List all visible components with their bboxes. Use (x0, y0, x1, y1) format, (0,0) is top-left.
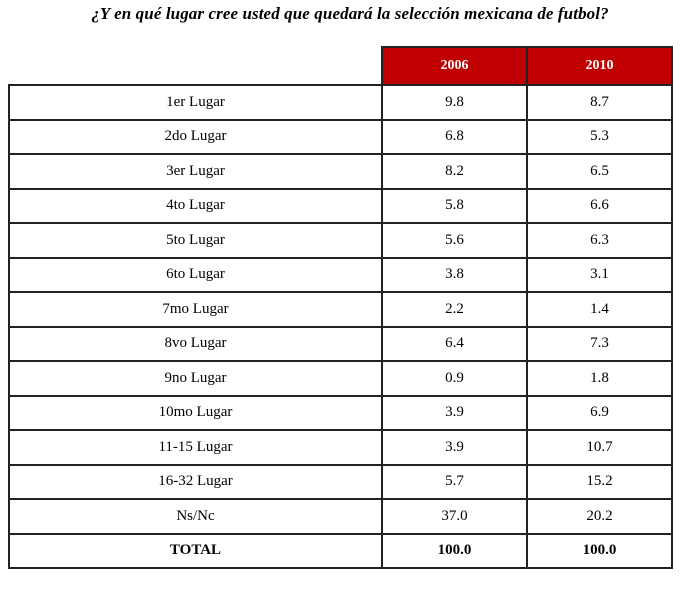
cell-2006: 3.9 (382, 430, 527, 465)
header-corner (9, 47, 382, 85)
cell-2006: 5.7 (382, 465, 527, 500)
table-row (9, 499, 672, 534)
cell-2006: 37.0 (382, 499, 527, 534)
data-table-container (8, 46, 673, 569)
table-row (9, 327, 672, 362)
cell-2006: 0.9 (382, 361, 527, 396)
row-label: 6to Lugar (9, 258, 382, 293)
cell-2010: 3.1 (527, 258, 672, 293)
row-label: 4to Lugar (9, 189, 382, 224)
row-label: 9no Lugar (9, 361, 382, 396)
row-label: 8vo Lugar (9, 327, 382, 362)
row-label: 16-32 Lugar (9, 465, 382, 500)
cell-2006: 3.8 (382, 258, 527, 293)
cell-2006: 100.0 (382, 534, 527, 568)
cell-2006: 3.9 (382, 396, 527, 431)
table-row (9, 120, 672, 155)
row-label: 5to Lugar (9, 223, 382, 258)
cell-2006: 5.8 (382, 189, 527, 224)
table-row (9, 465, 672, 500)
data-table (8, 46, 673, 569)
cell-2010: 8.7 (527, 85, 672, 120)
table-row (9, 223, 672, 258)
row-label: 11-15 Lugar (9, 430, 382, 465)
cell-2010: 10.7 (527, 430, 672, 465)
cell-2010: 1.4 (527, 292, 672, 327)
row-label: 3er Lugar (9, 154, 382, 189)
row-label: TOTAL (9, 534, 382, 568)
cell-2010: 6.9 (527, 396, 672, 431)
table-row (9, 534, 672, 568)
header-row (9, 47, 672, 85)
cell-2010: 20.2 (527, 499, 672, 534)
table-body (9, 85, 672, 568)
table-row (9, 85, 672, 120)
cell-2006: 9.8 (382, 85, 527, 120)
cell-2010: 15.2 (527, 465, 672, 500)
row-label: 2do Lugar (9, 120, 382, 155)
cell-2006: 5.6 (382, 223, 527, 258)
cell-2006: 2.2 (382, 292, 527, 327)
row-label: 10mo Lugar (9, 396, 382, 431)
column-header-2006: 2006 (382, 47, 527, 85)
chart-title: ¿Y en qué lugar cree usted que quedará la selección mexicana de futbol? (91, 4, 609, 23)
table-row (9, 258, 672, 293)
cell-2006: 6.8 (382, 120, 527, 155)
table-row (9, 189, 672, 224)
table-row (9, 154, 672, 189)
table-row (9, 361, 672, 396)
cell-2010: 100.0 (527, 534, 672, 568)
table-row (9, 396, 672, 431)
row-label: Ns/Nc (9, 499, 382, 534)
cell-2010: 6.3 (527, 223, 672, 258)
cell-2006: 6.4 (382, 327, 527, 362)
cell-2006: 8.2 (382, 154, 527, 189)
cell-2010: 6.5 (527, 154, 672, 189)
cell-2010: 7.3 (527, 327, 672, 362)
cell-2010: 5.3 (527, 120, 672, 155)
cell-2010: 6.6 (527, 189, 672, 224)
cell-2010: 1.8 (527, 361, 672, 396)
table-row (9, 292, 672, 327)
row-label: 7mo Lugar (9, 292, 382, 327)
row-label: 1er Lugar (9, 85, 382, 120)
column-header-2010: 2010 (527, 47, 672, 85)
table-row (9, 430, 672, 465)
